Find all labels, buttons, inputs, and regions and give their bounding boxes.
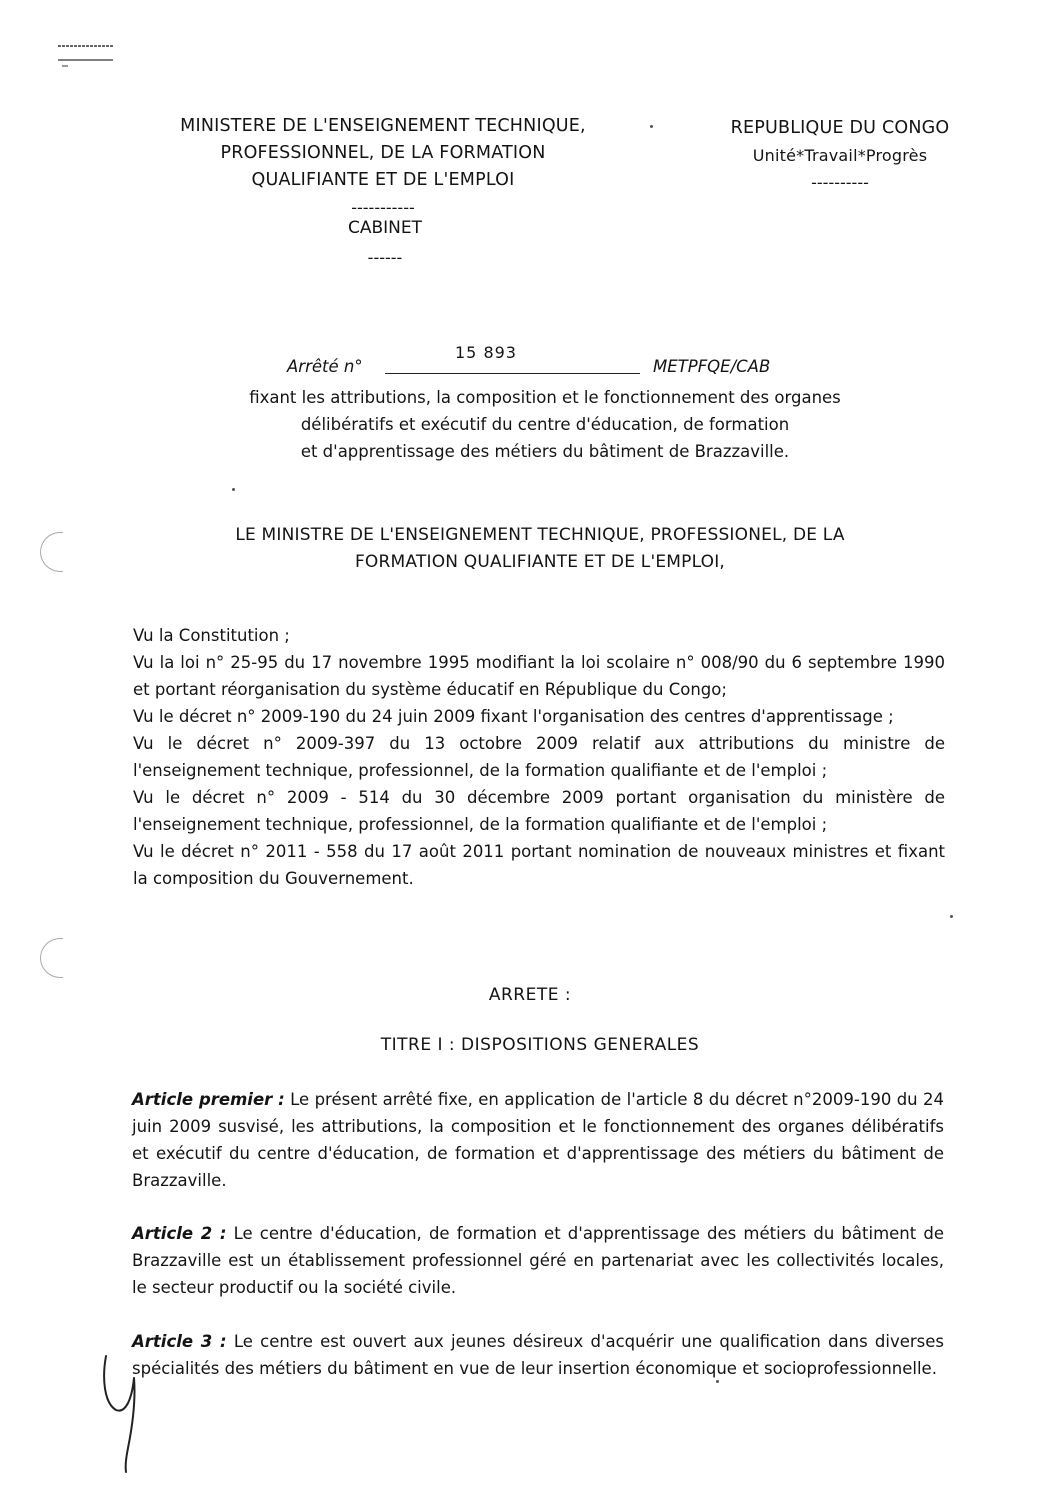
ministry-line: QUALIFIANTE ET DE L'EMPLOI [251,170,515,190]
republic-separator: ---------- [811,173,869,192]
titre-heading: TITRE I : DISPOSITIONS GENERALES [380,1035,700,1055]
republic-name: REPUBLIQUE DU CONGO [730,118,950,138]
arrete-code: METPFQE/CAB [653,357,771,376]
scan-speck [650,125,653,128]
article-text: Le présent arrêté fixe, en application de l'article 8 du décret n°2009-190 du 24 juin 2009 susvisé, les attributions, la composition et le fonctionnement des organes délibératifs et exécutif du centre d'éducation, de formation et d'apprentissage des métiers du bâtiment de Brazzaville. [132,1090,945,1190]
scan-mark [58,38,128,78]
article-text: Le centre est ouvert aux jeunes désireux d'acquérir une qualification dans diverses spécialités des métiers du bâtiment en vue de leur insertion économique et socioprofessionnelle. [132,1332,944,1378]
visa-item: Vu le décret n° 2009-397 du 13 octobre 2009 relatif aux attributions du ministre de l'enseignement technique, professionnel, de la formation qualifiante et de l'emploi ; [133,734,945,780]
article-premier [132,1086,944,1194]
minister-line: FORMATION QUALIFIANTE ET DE L'EMPLOI, [354,552,726,572]
visas-list [133,622,945,892]
punch-hole [40,938,63,978]
subtitle-line: et d'apprentissage des métiers du bâtiment de Brazzaville. [300,442,790,461]
ministry-line: PROFESSIONNEL, DE LA FORMATION [220,143,546,163]
cabinet-separator: ------ [367,248,403,267]
article-2 [132,1220,944,1301]
republic-header [700,115,980,196]
visa-item: Vu le décret n° 2009 - 514 du 30 décembre 2009 portant organisation du ministère de l'enseignement technique, professionnel, de la formation qualifiante et de l'emploi ; [133,788,945,834]
visa-item: Vu le décret n° 2009-190 du 24 juin 2009 fixant l'organisation des centres d'apprentissage ; [133,707,894,726]
visa-item: Vu le décret n° 2011 - 558 du 17 août 2011 portant nomination de nouveaux ministres et fixant la composition du Gouvernement. [133,842,945,888]
arrete-label: Arrêté n° [287,357,363,376]
arrete-heading: ARRETE : [488,985,572,1005]
cabinet-label: CABINET [347,218,423,238]
article-label: Article 3 : [132,1332,227,1351]
visa-item: Vu la loi n° 25-95 du 17 novembre 1995 modifiant la loi scolaire n° 008/90 du 6 septembre 1990 et portant réorganisation du système éducatif en République du Congo; [133,653,945,699]
ministry-separator: ----------- [351,198,415,217]
ministry-line: MINISTERE DE L'ENSEIGNEMENT TECHNIQUE, [180,116,586,136]
article-label: Article premier : [132,1090,285,1109]
arrete-subtitle [180,384,910,465]
handwritten-initial [98,1348,158,1473]
article-text: Le centre d'éducation, de formation et d'apprentissage des métiers du bâtiment de Brazzaville est un établissement professionnel géré en partenariat avec les collectivités locales, le secteur productif ou la société civile. [132,1224,944,1297]
number-underline [385,373,640,374]
scan-speck [716,1380,719,1383]
article-3 [132,1328,944,1382]
ministry-header [128,113,638,221]
visa-item: Vu la Constitution ; [133,626,290,645]
article-label: Article 2 : [132,1224,227,1243]
punch-hole [40,532,63,572]
arrete-number-line [285,343,825,383]
scan-speck [950,915,953,918]
arrete-number: 15 893 [455,343,517,362]
subtitle-line: fixant les attributions, la composition et le fonctionnement des organes [249,388,841,407]
minister-line: LE MINISTRE DE L'ENSEIGNEMENT TECHNIQUE, PROFESSIONEL, DE LA [235,525,845,545]
subtitle-line: délibératifs et exécutif du centre d'éducation, de formation [300,415,790,434]
national-motto: Unité*Travail*Progrès [752,146,928,165]
scan-speck [232,488,235,491]
minister-heading [135,522,945,576]
